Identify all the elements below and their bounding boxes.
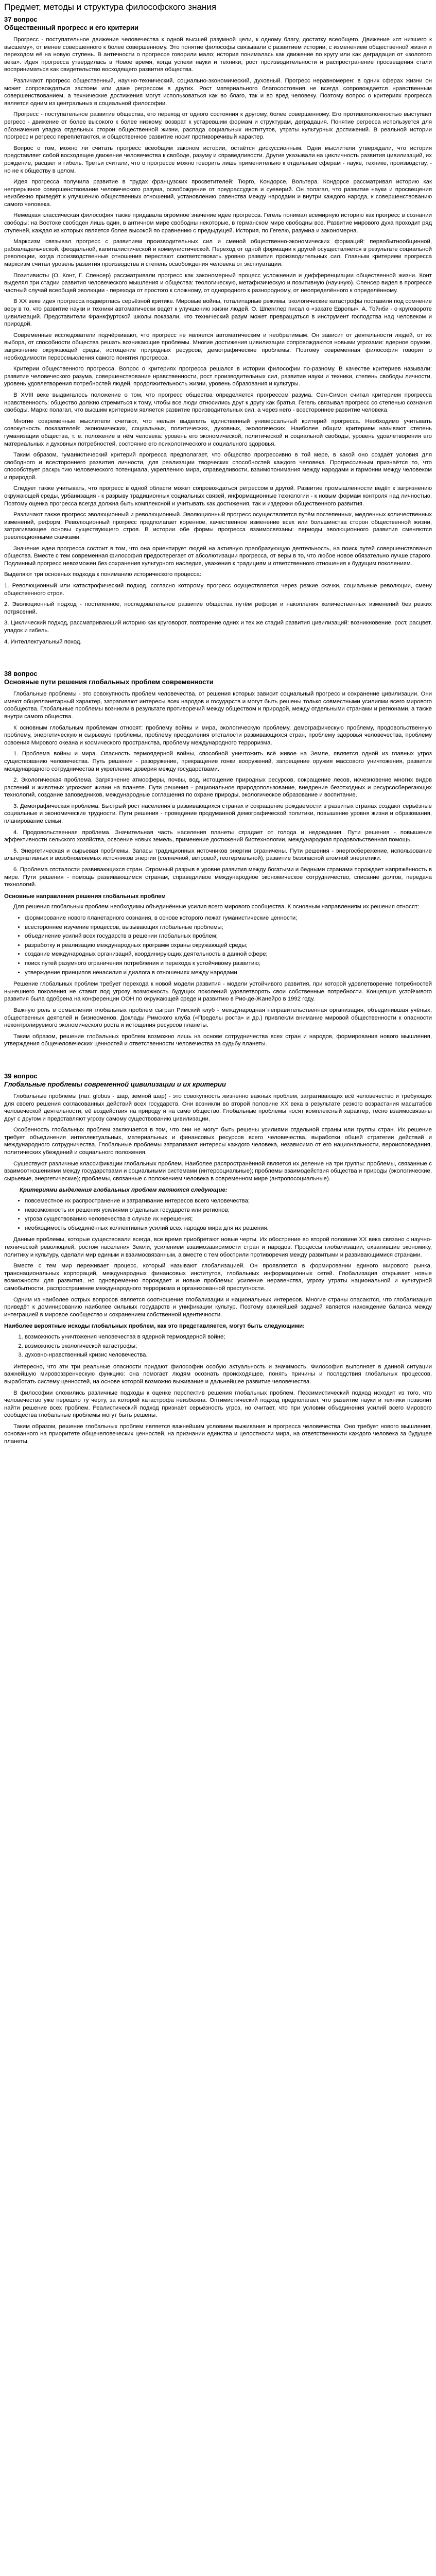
question-heading: Глобальные проблемы современной цивилизации и их критерии [4, 1080, 226, 1088]
list-item: • поиск путей разумного ограничения потребления и перехода к устойчивому развитию; [25, 960, 432, 968]
paragraph: Прогресс - поступательное развитие общества, его переход от одного состояния к другому, более совершенному. Его противоположностью выступает регресс - движение от более высокого к более низкому, возврат к устаревшим формам и структурам, деградация. Понятие регресса используется для обозначения упадка отдельных сторон общественной жизни, распада социальных институтов, утраты культурных достижений. В реальной истории прогресс и регресс переплетаются, и общественное развитие носит противоречивый характер. [4, 111, 432, 141]
paragraph: Решение глобальных проблем требует перехода к новой модели развития - модели устойчивого развития, при которой удовлетворение потребностей нынешнего поколения не ставит под угрозу возможность будущих поколений удовлетворять свои собственные потребности. Концепция устойчивого развития была одобрена на конференции ООН по окружающей среде и развитию в Рио-де-Жанейро в 1992 году. [4, 981, 432, 1003]
paragraph: Современные исследователи подчёркивают, что прогресс не является автоматическим и необратимым. Он зависит от деятельности людей, от их выбора, от способности общества решать возникающие проблемы. Многие достижения цивилизации сопровождаются новыми угрозами: ядерное оружие, загрязнение окружающей среды, истощение природных ресурсов, демографические проблемы. Поэтому современная философия говорит о необходимости переосмысления самого понятия прогресса. [4, 332, 432, 361]
list-item: 1. возможность уничтожения человечества в ядерной термоядерной войне; [25, 1333, 432, 1341]
question-number: 38 вопрос [4, 670, 38, 678]
question-heading: Общественный прогресс и его критерии [4, 24, 139, 31]
question-38 [4, 670, 432, 1048]
paragraph: 6. Проблема отсталости развивающихся стран. Огромный разрыв в уровне развития между богатыми и бедными странами порождает напряжённость в мире. Пути решения - помощь развивающимся странам, справедливое международное экономическое сотрудничество, списание долгов, передача технологий. [4, 867, 432, 888]
paragraph: Глобальные проблемы - это совокупность проблем человечества, от решения которых зависит социальный прогресс и сохранение цивилизации. Они имеют общепланетарный характер, затрагивают интересы всех народов и государств и могут быть решены только совместными усилиями всего мирового сообщества. Глобальные проблемы возникли в результате противоречий между обществом и природой, между отдельными странами и регионами, а также внутри самого общества. [4, 691, 432, 720]
question-number: 39 вопрос [4, 1072, 38, 1080]
list-item: • угроза существованию человечества в случае их нерешения; [25, 1215, 432, 1223]
paragraph: Таким образом, гуманистический критерий прогресса предполагает, что общество прогрессивно в той мере, в какой оно создаёт условия для свободного и всестороннего развития личности, для реализации творческих способностей каждого человека. Прогрессивным признаётся то, что способствует раскрытию человеческого потенциала, укреплению мира, справедливости, взаимопонимания между народами и гармонии между человеком и природой. [4, 452, 432, 481]
paragraph: Критерии общественного прогресса. Вопрос о критериях прогресса решался в истории философии по-разному. В качестве критериев называли: развитие человеческого разума, совершенствование нравственности, рост производительных сил, развитие науки и техники, степень свободы личности, уровень удовлетворения потребностей людей, продолжительность жизни, уровень образования и культуры. [4, 366, 432, 387]
solutions-heading: Основные направления решения глобальных проблем [4, 893, 166, 900]
paragraph: 5. Энергетическая и сырьевая проблемы. Запасы традиционных источников энергии ограничены. Пути решения - энергосбережение, использование альтернативных и возобновляемых источников энергии (солнечной, ветровой, геотермальной), развитие безопасной атомной энергетики. [4, 848, 432, 862]
paragraph: 3. Демографическая проблема. Быстрый рост населения в развивающихся странах и сокращение рождаемости в развитых странах создают серьёзные социальные и экономические трудности. Пути решения - проведение продуманной демографической политики, повышение уровня жизни и образования, планирование семьи. [4, 803, 432, 825]
question-37 [4, 15, 432, 646]
theory-item: 1. Революционный или катастрофический подход, согласно которому прогресс осуществляется через резкие скачки, социальные революции, смену общественного строя. [4, 583, 432, 597]
paragraph: 2. Экологическая проблема. Загрязнение атмосферы, почвы, вод, истощение природных ресурсов, сокращение лесов, исчезновение многих видов растений и животных угрожают жизни на планете. Пути решения - рациональное природопользование, внедрение безотходных и ресурсосберегающих технологий, создание заповедников, международные соглашения по охране природы, экологическое образование и воспитание. [4, 777, 432, 799]
criteria-heading: Критериями выделения глобальных проблем являются следующие: [20, 1187, 228, 1194]
paragraph: Вместе с тем мир переживает процесс, который называют глобализацией. Он проявляется в формировании единого мирового рынка, транснациональных корпораций, международных финансовых институтов, глобальных информационных сетей. Глобализация открывает новые возможности для развития, но одновременно порождает и новые проблемы: усиление неравенства, угрозу утраты национальной и культурной самобытности, распространение международного терроризма и организованной преступности. [4, 1263, 432, 1292]
paragraph: Различают также прогресс эволюционный и революционный. Эволюционный прогресс осуществляется путём постепенных, медленных количественных изменений, реформ. Революционный прогресс предполагает коренное, качественное изменение всех или большинства сторон общественной жизни, затрагивающее основы существующего строя. В истории обе формы прогресса взаимосвязаны: периоды эволюционного развития сменяются революционными скачками. [4, 512, 432, 541]
paragraph: Глобальные проблемы (лат. globus - шар, земной шар) - это совокупность жизненно важных проблем, затрагивающих всё человечество и требующих для своего решения согласованных действий всех государств. Они возникли во второй половине XX века в результате резкого возрастания масштабов человеческой деятельности, её воздействия на природу и на само общество. Глобальные проблемы носят комплексный характер, тесно взаимосвязаны друг с другом и представляют угрозу самому существованию цивилизации. [4, 1093, 432, 1122]
list-item: • объединение усилий всех государств в решении глобальных проблем; [25, 933, 432, 940]
paragraph: Вопрос о том, можно ли считать прогресс всеобщим законом истории, остаётся дискуссионным. Одни мыслители утверждали, что история представляет собой восходящее движение человечества к свободе, разуму и справедливости. Другие указывали на цикличность развития цивилизаций, их рождение, расцвет и гибель. Третьи считали, что о прогрессе можно говорить лишь применительно к отдельным сферам - науке, технике, производству, - но не к обществу в целом. [4, 145, 432, 174]
theory-item: 3. Циклический подход, рассматривающий историю как круговорот, повторение одних и тех же стадий развития цивилизаций: возникновение, рост, расцвет, упадок и гибель. [4, 620, 432, 634]
paragraph: В философии сложились различные подходы к оценке перспектив решения глобальных проблем. Пессимистический подход исходит из того, что человечество уже перешло ту черту, за которой катастрофа неизбежна. Оптимистический подход предполагает, что развитие науки и техники позволит найти решение всех проблем. Реалистический подход признаёт серьёзность угроз, но считает, что при условии объединения усилий всего мирового сообщества глобальные проблемы могут быть решены. [4, 1389, 432, 1419]
document-title: Предмет, методы и структура философского знания [4, 2, 217, 12]
paragraph: В XX веке идея прогресса подверглась серьёзной критике. Мировые войны, тоталитарные режимы, экологические катастрофы поставили под сомнение веру в то, что развитие науки и техники автоматически ведёт к улучшению жизни людей. О. Шпенглер писал о «закате Европы», А. Тойнби - о круговороте цивилизаций. Представители Франкфуртской школы показали, что технический разум может превращаться в инструмент господства над человеком и природой. [4, 298, 432, 328]
paragraph: Одним из наиболее острых вопросов является соотношение глобализации и национальных интересов. Многие страны опасаются, что глобализация приведёт к доминированию наиболее сильных государств и унификации культур. Поэтому важнейшей задачей является нахождение баланса между интеграцией в мировое сообщество и сохранением собственной идентичности. [4, 1296, 432, 1318]
list-item: • создание международных организаций, координирующих деятельность в данной сфере; [25, 951, 432, 958]
list-item: • невозможность их решения усилиями отдельных государств или регионов; [25, 1207, 432, 1214]
solutions-intro: Для решения глобальных проблем необходимы объединённые усилия всего мирового сообщества. К основным направлениям их решения относят: [13, 904, 420, 910]
paragraph: Различают прогресс общественный, научно-технический, социально-экономический, духовный. Прогресс неравномерен: в одних сферах жизни он может сопровождаться застоем или даже регрессом в других. Рост материального благосостояния не всегда сопровождается нравственным совершенствованием, а технические достижения могут использоваться как во благо, так и во вред человеку. Поэтому вопрос о критериях прогресса является одним из центральных в социальной философии. [4, 77, 432, 107]
list-item: • повсеместное их распространение и затрагивание интересов всего человечества; [25, 1197, 432, 1205]
paragraph: 1. Проблема войны и мира. Опасность термоядерной войны, способной уничтожить всё живое на Земле, является одной из главных угроз существованию человечества. Путь решения - разоружение, прекращение гонки вооружений, запрещение оружия массового уничтожения, развитие международного сотрудничества и укрепление доверия между государствами. [4, 751, 432, 772]
paragraph: В XVIII веке выдвигалось положение о том, что прогресс общества определяется прогрессом разума. Сен-Симон считал критерием прогресса нравственность: общество должно стремиться к тому, чтобы все люди относились друг к другу как братья. Гегель связывал прогресс со степенью сознания свободы. Маркс полагал, что высшим критерием является развитие производительных сил, а через него - всестороннее развитие человека. [4, 392, 432, 414]
paragraph: Существуют различные классификации глобальных проблем. Наиболее распространённой является их деление на три группы: проблемы, связанные с взаимоотношениями между государствами и социальными системами (интерсоциальные); проблемы взаимодействия общества и природы (экологические, сырьевые, энергетические); проблемы, связанные с положением человека в современном мире (антропосоциальные). [4, 1160, 432, 1182]
section-gap [4, 649, 432, 667]
list-item: • утверждение принципов ненасилия и диалога в отношениях между народами. [25, 969, 432, 977]
paragraph: Интересно, что эти три реальные опасности придают философии особую актуальность и значимость. Философия выполняет в данной ситуации важнейшую мировоззренческую функцию: она помогает людям осознать происходящее, понять причины и последствия глобальных процессов, выработать систему ценностей, на основе которой возможно выживание и дальнейшее развитие человечества. [4, 1363, 432, 1385]
list-item: 3. духовно-нравственный кризис человечества. [25, 1351, 432, 1359]
paragraph: Особенность глобальных проблем заключается в том, что они не могут быть решены усилиями отдельной страны или группы стран. Их решение требует объединения интеллектуальных, материальных и финансовых ресурсов всего человечества, выработки общей стратегии действий и международного сотрудничества. Глобальные проблемы затрагивают интересы каждого человека, независимо от его национальности, вероисповедания, политических убеждений и социального положения. [4, 1127, 432, 1156]
question-number: 37 вопрос [4, 15, 38, 23]
paragraph: Следует также учитывать, что прогресс в одной области может сопровождаться регрессом в другой. Развитие промышленности ведёт к загрязнению окружающей среды, урбанизация - к разрыву традиционных социальных связей, информационные технологии - к новым формам контроля над личностью. Поэтому оценка прогресса всегда должна быть комплексной и учитывать как достижения, так и издержки общественного развития. [4, 485, 432, 507]
theory-item: 2. Эволюционный подход - постепенное, последовательное развитие общества путём реформ и накопления количественных изменений без резких потрясений. [4, 601, 432, 615]
question-heading: Основные пути решения глобальных проблем современности [4, 678, 214, 686]
paragraph: Позитивисты (О. Конт, Г. Спенсер) рассматривали прогресс как закономерный процесс усложнения и дифференциации общественной жизни. Конт выделял три стадии развития человеческого мышления и общества: теологическую, метафизическую и позитивную (научную). Спенсер видел в прогрессе частный случай всеобщей эволюции - перехода от простого к сложному, от однородного к разнородному, от неопределённого к определённому. [4, 272, 432, 294]
paragraph: Таким образом, решение глобальных проблем является важнейшим условием выживания и прогресса человечества. Оно требует нового мышления, основанного на приоритете общечеловеческих ценностей, на признании единства и целостности мира, на ответственности каждого человека за будущее планеты. [4, 1423, 432, 1445]
paragraph: Значение идеи прогресса состоит в том, что она ориентирует людей на активную преобразующую деятельность, на поиск путей совершенствования общества. Вместе с тем современная философия предостерегает от абсолютизации прогресса, от веры в то, что любое новое обязательно лучше старого. Подлинный прогресс невозможен без сохранения культурного наследия, уважения к традициям и ответственного отношения к будущим поколениям. [4, 545, 432, 567]
paragraph: Таким образом, решение глобальных проблем возможно лишь на основе сотрудничества всех стран и народов, формирования нового мышления, утверждения общечеловеческих ценностей и ответственности человечества за судьбу планеты. [4, 1033, 432, 1047]
paragraph: Немецкая классическая философия также придавала огромное значение идее прогресса. Гегель понимал всемирную историю как прогресс в сознании свободы: на Востоке свободен лишь один, в античном мире свободны некоторые, в германском мире свободны все. Развитие мирового духа проходит ряд ступеней, каждая из которых является более высокой по сравнению с предыдущей. История, по Гегелю, разумна и закономерна. [4, 212, 432, 234]
theories-intro: Выделяют три основных подхода к пониманию исторического процесса: [4, 571, 201, 578]
theory-item: 4. Интеллектуальный поход. [4, 638, 82, 645]
paragraph: 4. Продовольственная проблема. Значительная часть населения планеты страдает от голода и недоедания. Пути решения - повышение эффективности сельского хозяйства, освоение новых земель, применение достижений биотехнологии, международная продовольственная помощь. [4, 829, 432, 843]
paragraph: Данные проблемы, которые существовали всегда, все время приобретают новые черты. Их обострение во второй половине XX века связано с научно-технической революцией, ростом населения Земли, усилением взаимозависимости стран и народов. Процессы глобализации, охватившие экономику, политику и культуру, сделали мир единым и взаимосвязанным, а вместе с тем обострили противоречия между развитыми и развивающимися странами. [4, 1236, 432, 1258]
list-item: • необходимость объединённых коллективных усилий всех народов мира для их решения. [25, 1225, 432, 1232]
list-item: 2. возможность экологической катастрофы; [25, 1343, 432, 1350]
paragraph: Важную роль в осмыслении глобальных проблем сыграл Римский клуб - международная неправительственная организация, объединившая учёных, общественных деятелей и бизнесменов. Доклады Римского клуба («Пределы роста» и др.) привлекли внимание мировой общественности к опасности неконтролируемого экономического роста и истощения ресурсов планеты. [4, 1007, 432, 1029]
paragraph: Идея прогресса получила развитие в трудах французских просветителей: Тюрго, Кондорсе, Вольтера. Кондорсе рассматривал историю как непрерывное совершенствование человеческого разума, освобождение от предрассудков и суеверий. Он полагал, что развитие науки и просвещения неизбежно приведёт к улучшению общественных отношений, установлению равенства между народами и внутри каждого народа, к совершенствованию самого человека. [4, 179, 432, 208]
list-item: • всестороннее изучение процессов, вызывающих глобальные проблемы; [25, 924, 432, 931]
list-item: • формирование нового планетарного сознания, в основе которого лежат гуманистические ценности; [25, 914, 432, 922]
list-item: • разработку и реализацию международных программ охраны окружающей среды; [25, 942, 432, 950]
section-gap [4, 1052, 432, 1069]
question-39 [4, 1072, 432, 1446]
paragraph: Марксизм связывал прогресс с развитием производительных сил и сменой общественно-экономических формаций: первобытнообщинной, рабовладельческой, феодальной, капиталистической и коммунистической. Переход от одной формации к другой осуществляется в результате социальной революции, когда производственные отношения перестают соответствовать уровню развития производительных сил. Главным критерием прогресса марксизм считал уровень развития производства и степень освобождения человека от эксплуатации. [4, 239, 432, 268]
paragraph: Прогресс - поступательное движение человечества к одной высшей разумной цели, к одному благу, достатку всеобщего. Движение «от низшего к высшему», от менее совершенного к более совершенному. Это понятие философы связывали с развитием истории, с изменением общественной жизни и переходом её на новую ступень. В античности о прогрессе говорили мало; история понималась как движение по кругу или как деградация от «золотого века». Идея прогресса утвердилась в Новое время, когда успехи науки и техники, рост производительности и распространение просвещения стали восприниматься как свидетельство восходящего развития общества. [4, 37, 432, 73]
outcomes-list [4, 1333, 432, 1359]
paragraph: К основным глобальным проблемам относят: проблему войны и мира, экологическую проблему, демографическую проблему, продовольственную проблему, энергетическую и сырьевую проблемы, проблему преодоления отсталости развивающихся стран, проблему здоровья человечества, проблему освоения Мирового океана и космического пространства, проблему международного терроризма. [4, 724, 432, 746]
criteria-list [4, 1197, 432, 1232]
outcome-heading: Наиболее вероятные исходы глобальных проблем, как это представляется, могут быть следующими: [4, 1323, 305, 1330]
paragraph: Многие современные мыслители считают, что нельзя выделить единственный универсальный критерий прогресса. Необходимо учитывать совокупность показателей: экономических, социальных, политических, духовных, экологических. Наиболее общим критерием называют степень гуманизации общества, т. е. положение в нём человека: уровень его экономической, политической и социальной свободы, уровень удовлетворения его материальных и духовных потребностей, состояние его психологического и социального здоровья. [4, 418, 432, 447]
solutions-list [4, 914, 432, 976]
